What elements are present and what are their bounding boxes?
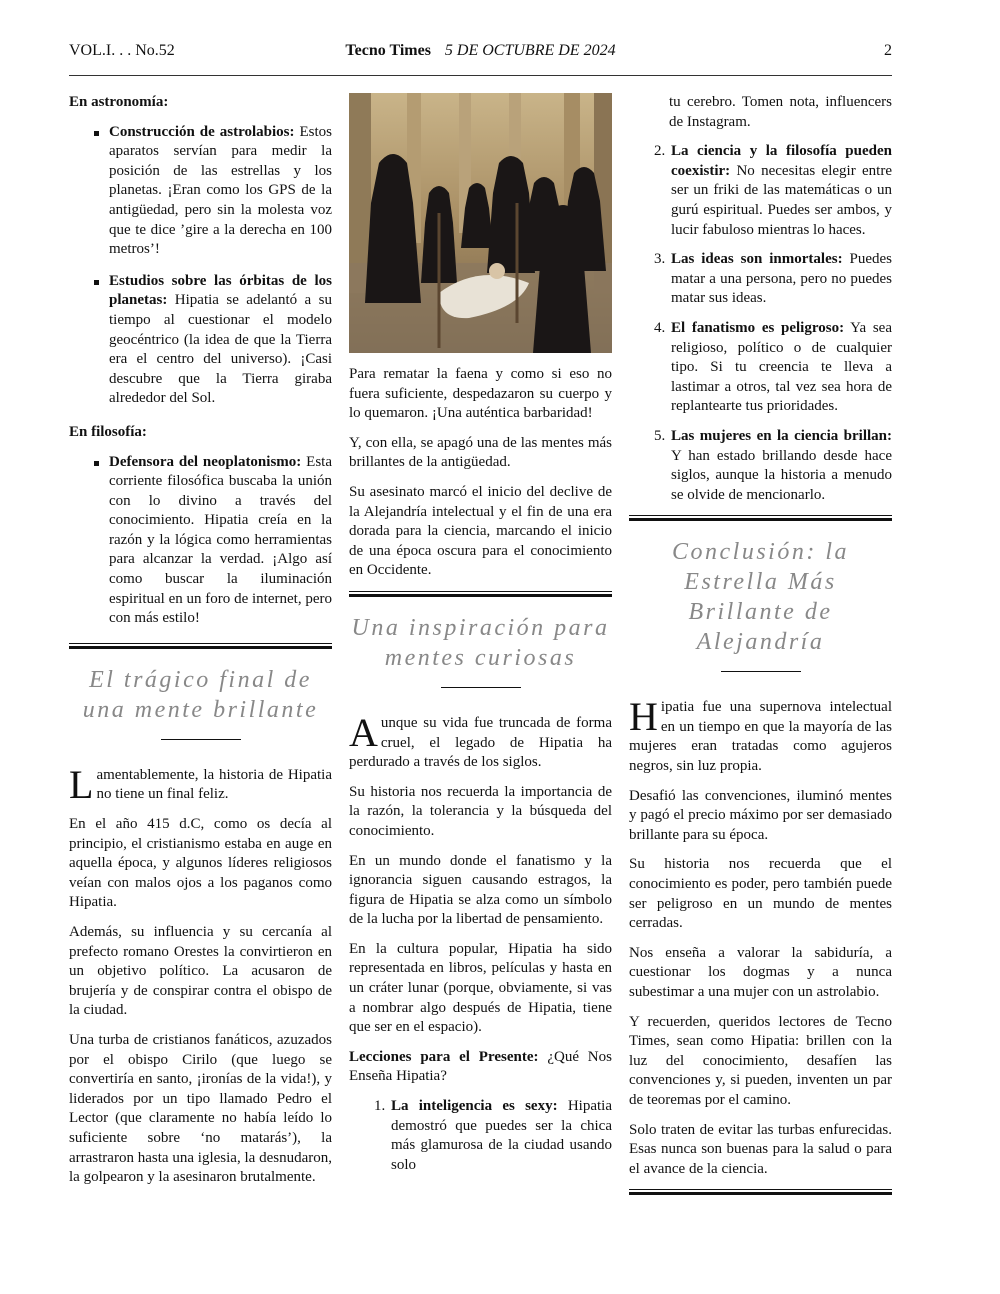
title-underline — [721, 671, 801, 672]
list-item — [109, 453, 332, 629]
paragraph: Su asesinato marcó el inicio del declive de la Alejandría intelectual y el fin de una era dorada para la ciencia, marcando el inicio de una época oscura para el conocimiento en Occidente. — [349, 483, 612, 579]
column-2 — [349, 93, 612, 1185]
masthead — [69, 42, 892, 60]
list-item — [669, 319, 892, 417]
title-underline — [441, 687, 521, 688]
paragraph: Su historia nos recuerda la importancia de la razón, la tolerancia y la búsqueda del conocimiento. — [349, 783, 612, 839]
paragraph: Y, con ella, se apagó una de las mentes más brillantes de la antigüedad. — [349, 434, 612, 471]
item-text: Ya sea religioso, político o de cualquier tipo. Si tu creencia te lleva a lastimar a otros, tal vez sea hora de replantearte tus prioridades. — [671, 319, 892, 415]
list-item — [669, 250, 892, 309]
paragraph: Aunque su vida fue truncada de forma cruel, el legado de Hipatia ha perdurado a través de los siglos. — [349, 709, 612, 771]
paragraph: Hipatia fue una supernova intelectual en un tiempo en que la mayoría de las mujeres eran tratadas como agujeros negros, sin luz propia. — [629, 694, 892, 775]
list-item — [109, 123, 332, 260]
paragraph: Para rematar la faena y como si eso no fuera suficiente, despedazaron su cuerpo y lo quemaron. ¡Una auténtica barbaridad! — [349, 366, 612, 422]
item-term: La inteligencia es sexy: — [391, 1098, 558, 1115]
item-text: Hipatia se adelantó a su tiempo al cuestionar el modelo geocéntrico (la idea de que la Tierra era el centro del universo). ¡Casi descubre que la Tierra giraba alrededor del Sol. — [109, 292, 332, 407]
item-text: Esta corriente filosófica buscaba la unión con lo divino a través del conocimiento. Hipatia creía en la razón y la lógica como herramientas para alcanzar la verdad. ¡Algo así como buscar la iluminación espiritual en un foro de internet, pero con más estilo! — [109, 453, 332, 627]
column-3 — [629, 93, 892, 1195]
item-term: Defensora del neoplatonismo: — [109, 453, 302, 470]
item-term: Construcción de astrolabios: — [109, 123, 295, 140]
column-1 — [69, 93, 332, 1198]
section-title-conclusion: Conclusión: la Estrella Más Brillante de Alejandría — [672, 539, 849, 656]
paragraph: Lamentablemente, la historia de Hipatia no tiene un final feliz. — [69, 761, 332, 807]
list-item — [389, 1097, 612, 1175]
list-continuation: tu cerebro. Tomen nota, influencers de Instagram. — [669, 94, 892, 130]
section-title-tragic-end: El trágico final de una mente brillante — [82, 666, 319, 723]
item-text: Y han estado brillando desde hace siglos, aunque la historia a menudo se olvide de mencionarlo. — [671, 447, 892, 503]
lessons-list — [349, 1097, 612, 1175]
issue-date: 5 DE OCTUBRE DE 2024 — [444, 42, 616, 59]
list-item — [669, 427, 892, 505]
list-item — [109, 272, 332, 409]
item-text: Estos aparatos servían para medir la posición de las estrellas y los planetas. ¡Eran como los GPS de la antigüedad, pero sin la molesta voz que te dice ’gire a la derecha en 100 metros’! — [109, 123, 332, 258]
section-title-inspiration: Una inspiración para mentes curiosas — [351, 614, 610, 671]
item-text: Puedes matar a una persona, pero no puedes matar sus ideas. — [671, 251, 893, 307]
astronomy-heading: En astronomía: — [69, 94, 169, 110]
paragraph: En la cultura popular, Hipatia ha sido representada en libros, películas y hasta en un cráter lunar (porque, obviamente, si vas a nombrar algo después de Hipatia, tiene que ser en el espacio). — [349, 940, 612, 1036]
item-term: Las ideas son inmortales: — [671, 251, 843, 268]
header-rule — [69, 75, 892, 76]
lessons-list-continued — [629, 142, 892, 505]
paragraph: Y recuerden, queridos lectores de Tecno Times, sean como Hipatia: brillen con la luz del conocimiento, desafíen las convenciones y, si pueden, inventen un par de teoremas por el camino. — [629, 1013, 892, 1108]
hypatia-death-illustration — [349, 93, 612, 353]
paragraph: Solo traten de evitar las turbas enfurecidas. Esas nunca son buenas para la salud o para el avance de la ciencia. — [629, 1121, 892, 1177]
list-item — [669, 142, 892, 240]
item-text: No necesitas elegir entre ser un friki de las matemáticas o un gurú espiritual. Puedes ser ambos, y lucir fabuloso mientras lo haces. — [671, 162, 892, 238]
paragraph: Desafió las convenciones, iluminó mentes y pagó el precio máximo por ser demasiado brillante para su época. — [629, 787, 892, 843]
lessons-heading: Lecciones para el Presente: — [349, 1048, 539, 1065]
paragraph: Una turba de cristianos fanáticos, azuzados por el obispo Cirilo (que luego se convertiría en santo, ¡ironías de la vida!), y liderados por un tipo llamado Pedro el Lector (que claramente no había leído lo suficiente sobre ‘no matarás’), la arrastraron hasta una iglesia, la desnudaron, la golpearon y la asesinaron brutalmente. — [69, 1031, 332, 1186]
section-divider — [629, 1189, 892, 1195]
section-divider — [349, 591, 612, 597]
lessons-intro — [349, 1048, 612, 1087]
philosophy-list — [69, 453, 332, 629]
paragraph: Nos enseña a valorar la sabiduría, a cuestionar los dogmas y a nunca subestimar a una mujer con un astrolabio. — [629, 944, 892, 1000]
paragraph: Su historia nos recuerda que el conocimiento es poder, pero también puede ser peligroso en un mundo de mentes cerradas. — [629, 856, 892, 932]
item-term: El fanatismo es peligroso: — [671, 319, 845, 336]
paragraph: En el año 415 d.C, como os decía al principio, el cristianismo estaba en auge en aquella época, y algunos líderes religiosos veían con malos ojos a los paganos como Hipatia. — [69, 816, 332, 911]
newspaper-title: Tecno Times — [345, 42, 431, 59]
paragraph: En un mundo donde el fanatismo y la ignorancia siguen causando estragos, la figura de Hipatia se alza como un símbolo de la lucha por la libertad de pensamiento. — [349, 852, 612, 928]
philosophy-heading: En filosofía: — [69, 423, 147, 440]
astronomy-list — [69, 123, 332, 409]
page-number: 2 — [884, 42, 892, 59]
paragraph: Además, su influencia y su cercanía al prefecto romano Orestes la convirtieron en un objetivo político. La acusaron de brujería y de conspirar contra el obispo de la ciudad. — [69, 924, 332, 1019]
item-term: Estudios sobre las órbitas de los planetas: — [109, 272, 332, 309]
section-divider — [629, 515, 892, 521]
page-header — [69, 42, 892, 64]
item-term: La ciencia y la filosofía pueden coexistir: — [671, 143, 892, 179]
section-divider — [69, 643, 332, 649]
item-term: Las mujeres en la ciencia brillan: — [671, 427, 892, 444]
item-text: Hipatia demostró que puedes ser la chica más glamurosa de la ciudad usando solo — [391, 1098, 612, 1173]
volume-number: VOL.I. . . No.52 — [69, 42, 175, 59]
title-underline — [161, 739, 241, 740]
lessons-subtitle: ¿Qué Nos Enseña Hipatia? — [349, 1048, 612, 1085]
